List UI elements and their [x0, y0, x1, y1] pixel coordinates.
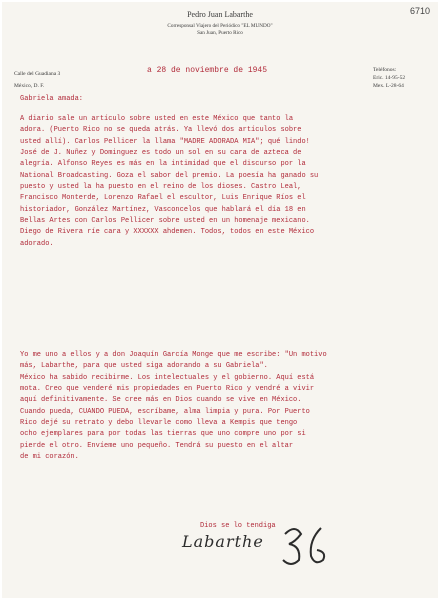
letter-line: México ha sabido recibirme. Los intelectuales y el gobierno. Aquí está: [20, 373, 315, 382]
letter-line: Rico dejé su retrato y debo llevarle como lleva a Kempis que tengo: [20, 419, 298, 428]
letter-line: puesto y usted la ha puesto en el reino de los dioses. Castro Leal,: [20, 183, 302, 192]
letter-line: Francisco Monterde, Lorenzo Rafael el escultor, Luis Enrique Ríos el: [20, 194, 306, 203]
letter-page: [2, 2, 438, 598]
letter-line: National Broadcasting. Goza el sabor del premio. La poesía ha ganado su: [20, 171, 319, 180]
letter-line: José de J. Nuñez y Dominguez es todo un sol en su cara de azteca de: [20, 149, 302, 158]
signature: Labarthe: [182, 532, 264, 551]
letterhead-city: San Juan, Puerto Rico: [197, 30, 243, 36]
letter-line: historiador, González Martínez, Vasconcelos que hablará el día 18 en: [20, 205, 306, 214]
handwritten-annotation-scribble: [277, 520, 337, 570]
letterhead-name: Pedro Juan Labarthe: [187, 10, 253, 19]
letter-line: adorado.: [20, 239, 54, 248]
letter-line: pierde el otro. Envíeme uno pequeño. Tendrá su puesto en el altar: [20, 441, 294, 450]
letter-line: más, Labarthe, para que usted siga adorando a su Gabriela".: [20, 362, 268, 371]
letter-line: mota. Creo que venderé mis propiedades en Puerto Rico y vendré a vivir: [20, 385, 315, 394]
letter-date: a 28 de noviembre de 1945: [147, 66, 268, 75]
letter-line: Bellas Artes con Carlos Pellicer sobre usted en un homenaje mexicano.: [20, 217, 310, 226]
letter-line: Cuando pueda, CUANDO PUEDA, escríbame, alma limpia y pura. Por Puerto: [20, 407, 310, 416]
letter-line: alegría. Alfonso Reyes es más en la intimidad que el discurso por la: [20, 160, 306, 169]
letter-line: ocho ejemplares para por todas las tierras que uno compre uno por si: [20, 430, 306, 439]
closing-line: Dios se lo tendiga: [200, 522, 276, 530]
archive-reference-number: 6710: [409, 6, 430, 16]
phone-mex: Mex. L-28-64: [373, 83, 404, 89]
sender-city: México, D. F.: [14, 83, 45, 89]
letter-line: Diego de Rivera ríe cara y XXXXXX ahdemen. Todos, todos en este México: [20, 228, 315, 237]
letterhead-title: Corresponsal Viajero del Periódico "EL MUNDO": [167, 23, 273, 29]
letter-line: A diario sale un artículo sobre usted en este México que tanto la: [20, 115, 294, 123]
letter-line: Yo me uno a ellos y a don Joaquín García Monge que me escribe: "Un motivo: [20, 351, 327, 359]
paragraph-1: [20, 114, 425, 250]
greeting: Gabriela amada:: [20, 95, 84, 103]
paragraph-2: [20, 350, 425, 463]
letter-line: aquí definitivamente. Se cree más en Dios cuando se vive en México.: [20, 396, 302, 405]
letter-line: adora. (Puerto Rico no se queda atrás. Ya llevó dos artículos sobre: [20, 126, 302, 135]
sender-street: Calle del Guadiana 3: [14, 71, 61, 77]
letter-line: usted allí). Carlos Pellicer la llama "MADRE ADORADA MIA"; qué lindo!: [20, 137, 310, 146]
phones-label: Teléfonos:: [373, 67, 397, 73]
phone-eric: Eric. 14-95-52: [373, 75, 406, 81]
letter-line: de mi corazón.: [20, 453, 79, 462]
